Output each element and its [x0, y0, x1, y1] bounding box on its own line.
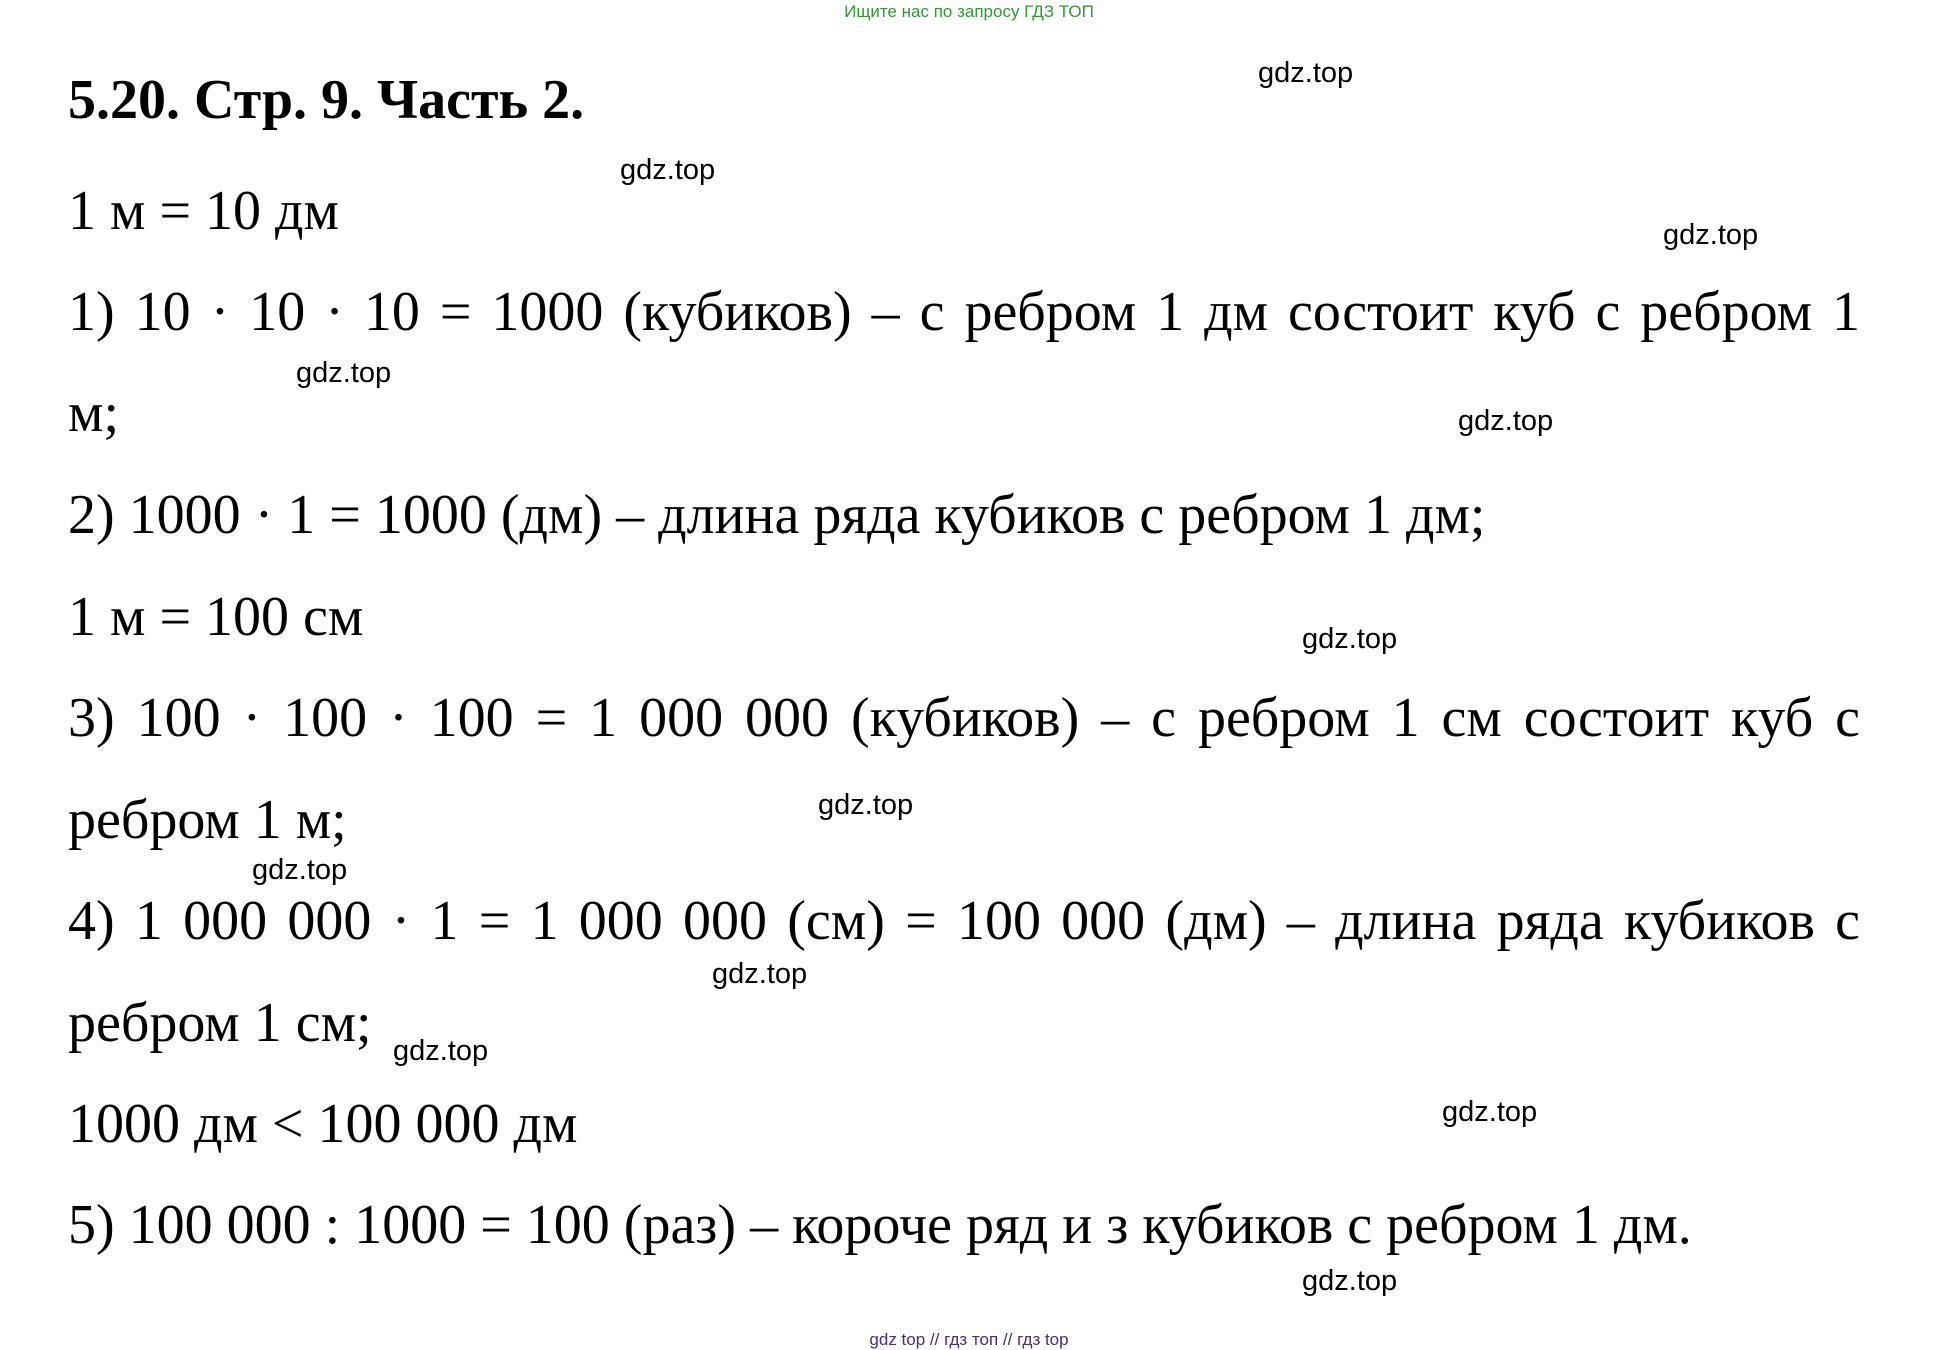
- watermark: gdz.top: [818, 789, 914, 821]
- text-line-6: 3) 100 · 100 · 100 = 1 000 000 (кубиков) – с ребром 1 см состоит куб с: [68, 687, 1860, 749]
- text-line-9: ребром 1 см;: [68, 992, 372, 1054]
- watermark: gdz.top: [1302, 623, 1398, 655]
- text-line-8: 4) 1 000 000 · 1 = 1 000 000 (см) = 100 000 (дм) – длина ряда кубиков с: [68, 890, 1860, 952]
- text-line-5: 1 м = 100 см: [68, 586, 364, 648]
- text-line-3: м;: [68, 382, 119, 444]
- watermark: gdz.top: [1258, 57, 1354, 89]
- text-line-2: 1) 10 · 10 · 10 = 1000 (кубиков) – с ребром 1 дм состоит куб с ребром 1: [68, 281, 1860, 343]
- page-title: 5.20. Стр. 9. Часть 2.: [68, 69, 585, 131]
- text-line-1: 1 м = 10 дм: [68, 180, 339, 242]
- watermark: gdz.top: [296, 357, 392, 389]
- watermark: gdz.top: [252, 854, 348, 886]
- watermark: gdz.top: [1302, 1265, 1398, 1297]
- watermark: gdz.top: [1458, 405, 1554, 437]
- text-line-10: 1000 дм < 100 000 дм: [68, 1093, 578, 1155]
- top-banner: Ищите нас по запросу ГДЗ ТОП: [844, 2, 1094, 21]
- text-line-11: 5) 100 000 : 1000 = 100 (раз) – короче ряд и з кубиков с ребром 1 дм.: [68, 1194, 1692, 1256]
- watermark: gdz.top: [1442, 1096, 1538, 1128]
- text-line-4: 2) 1000 · 1 = 1000 (дм) – длина ряда кубиков с ребром 1 дм;: [68, 484, 1486, 546]
- watermark: gdz.top: [393, 1035, 489, 1067]
- text-line-7: ребром 1 м;: [68, 789, 347, 851]
- watermark: gdz.top: [1663, 219, 1759, 251]
- watermark: gdz.top: [712, 958, 808, 990]
- watermark: gdz.top: [620, 154, 716, 186]
- footer-links: gdz top // гдз топ // гдз top: [869, 1330, 1069, 1349]
